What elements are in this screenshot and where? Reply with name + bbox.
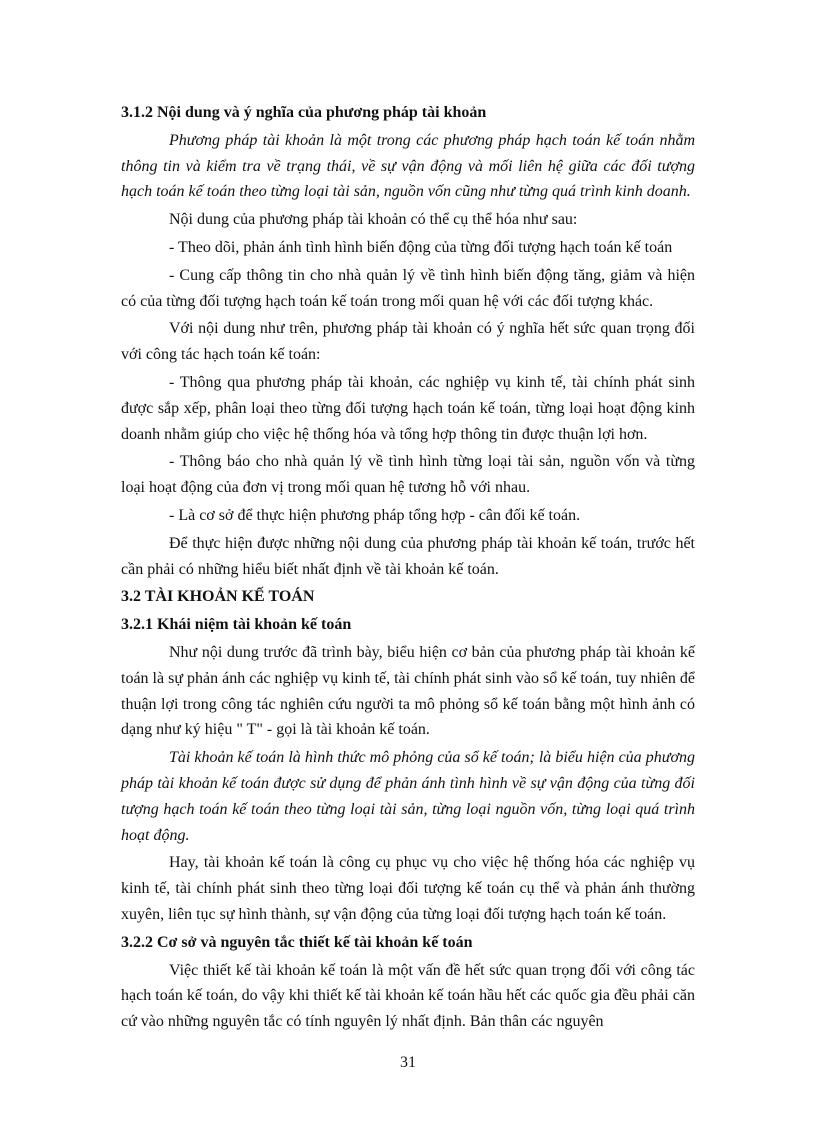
body-paragraph: Như nội dung trước đã trình bày, biểu hiện cơ bản của phương pháp tài khoản kế toán là sự phản ánh các nghiệp vụ kinh tế, tài chính phát sinh vào sổ kế toán, tuy nhiên để thuận lợi trong công tác nghiên cứu người ta mô phỏng sổ kế toán bằng một hình ảnh có dạng như ký hiệu " T" - gọi là tài khoản kế toán. [121, 643, 695, 739]
bullet-paragraph: - Thông báo cho nhà quản lý về tình hình từng loại tài sản, nguồn vốn và từng loại hoạt động của đơn vị trong mối quan hệ tương hỗ với nhau. [121, 453, 695, 497]
section-heading-3-1-2: 3.1.2 Nội dung và ý nghĩa của phương pháp tài khoản [121, 104, 487, 121]
body-paragraph: Để thực hiện được những nội dung của phương pháp tài khoản kế toán, trước hết cần phải có những hiểu biết nhất định về tài khoản kế toán. [121, 534, 695, 578]
bullet-paragraph: - Cung cấp thông tin cho nhà quản lý về tình hình biến động tăng, giảm và hiện có của từng đối tượng hạch toán kế toán trong mối quan hệ với các đối tượng khác. [121, 266, 695, 310]
body-paragraph: Nội dung của phương pháp tài khoản có thể cụ thể hóa như sau: [169, 211, 578, 229]
bullet-paragraph: - Là cơ sở để thực hiện phương pháp tổng hợp - cân đối kế toán. [169, 506, 581, 524]
definition-paragraph: Phương pháp tài khoản là một trong các phương pháp hạch toán kế toán nhằm thông tin và kiểm tra về trạng thái, về sự vận động và mối liên hệ giữa các đối tượng hạch toán kế toán theo từng loại tài sản, nguồn vốn cũng như từng quá trình kinh doanh. [121, 131, 695, 201]
definition-paragraph: Tài khoản kế toán là hình thức mô phỏng của sổ kế toán; là biểu hiện của phương pháp tài khoản kế toán được sử dụng để phản ánh tình hình về sự vận động của từng đối tượng hạch toán kế toán theo từng loại tài sản, từng loại nguồn vốn, từng loại quá trình hoạt động. [121, 749, 695, 844]
page-content [121, 100, 695, 1037]
bullet-paragraph: - Thông qua phương pháp tài khoản, các nghiệp vụ kinh tế, tài chính phát sinh được sắp xếp, phân loại theo từng đối tượng hạch toán kế toán, từng loại hoạt động kinh doanh nhằm giúp cho việc hệ thống hóa và tổng hợp thông tin được thuận lợi hơn. [121, 373, 695, 443]
section-heading-3-2-1: 3.2.1 Khái niệm tài khoản kế toán [121, 616, 352, 634]
page-number: 31 [400, 1054, 416, 1071]
body-paragraph: Việc thiết kế tài khoản kế toán là một vấn đề hết sức quan trọng đối với công tác hạch toán kế toán, do vậy khi thiết kế tài khoản kế toán hầu hết các quốc gia đều phải căn cứ vào những nguyên tắc có tính nguyên lý nhất định. Bản thân các nguyên [121, 961, 695, 1031]
bullet-paragraph: - Theo dõi, phản ánh tình hình biến động của từng đối tượng hạch toán kế toán [169, 238, 673, 256]
section-heading-3-2: 3.2 TÀI KHOẢN KẾ TOÁN [121, 588, 315, 606]
body-paragraph: Với nội dung như trên, phương pháp tài khoản có ý nghĩa hết sức quan trọng đối với công tác hạch toán kế toán: [121, 320, 695, 364]
body-paragraph: Hay, tài khoản kế toán là công cụ phục vụ cho việc hệ thống hóa các nghiệp vụ kinh tế, tài chính phát sinh theo từng loại đối tượng kế toán cụ thể và phản ánh thường xuyên, liên tục sự hình thành, sự vận động của từng loại đối tượng hạch toán kế toán. [121, 854, 695, 923]
section-heading-3-2-2: 3.2.2 Cơ sở và nguyên tắc thiết kế tài khoản kế toán [121, 933, 473, 951]
